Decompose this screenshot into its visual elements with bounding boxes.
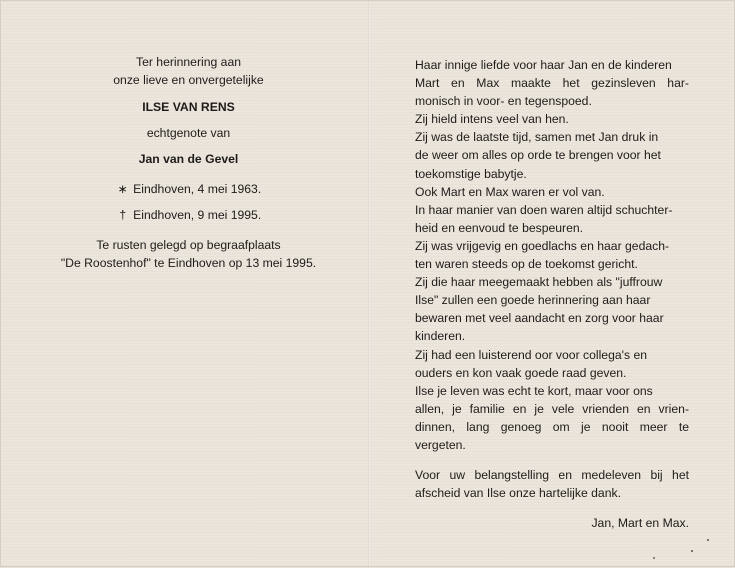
tribute-line: In haar manier van doen waren altijd schuchter- [415, 202, 673, 217]
tribute-line: heid en eenvoud te bespeuren. [415, 220, 584, 235]
tribute-line: toekomstige babytje. [415, 166, 527, 181]
card-fold [368, 1, 370, 568]
thanks-text [415, 466, 689, 502]
paper-speck [707, 539, 709, 541]
spouse-label: echtgenote van [146, 126, 231, 140]
burial-line-1: Te rusten gelegd op begraafplaats [96, 238, 281, 252]
tribute-line: vergeten. [415, 437, 466, 452]
tribute-line: Haar innige liefde voor haar Jan en de kinderen [415, 58, 672, 72]
thanks-line-1: Voor uw belangstelling en medeleven bij het [415, 468, 689, 482]
tribute-line: Ook Mart en Max waren er vol van. [415, 184, 605, 199]
tribute-text [415, 56, 689, 454]
tribute-line: kinderen. [415, 329, 466, 344]
tribute-line: ten waren steeds op de toekomst gericht. [415, 257, 638, 272]
tribute-line: Zij was de laatste tijd, samen met Jan druk in [415, 130, 659, 145]
tribute-line: Zij was vrijgevig en goedlachs en haar gedach- [415, 238, 670, 253]
death-line [31, 206, 346, 224]
death-cross-icon: † [119, 208, 127, 222]
birth-line [31, 180, 346, 198]
tribute-line: bewaren met veel aandacht en zorg voor haar [415, 311, 664, 326]
tribute-line: de weer om alles op orde te brengen voor het [415, 148, 661, 163]
left-panel [31, 53, 346, 272]
tribute-line: monisch in voor- en tegenspoed. [415, 94, 592, 109]
tribute-line: Zij had een luisterend oor voor collega's en [415, 347, 647, 362]
tribute-line: Zij die haar meegemaakt hebben als "juffrouw [415, 275, 663, 290]
tribute-line: Zij hield intens veel van hen. [415, 112, 569, 127]
paper-speck [653, 557, 655, 559]
tribute-line: ouders en kon vaak goede raad geven. [415, 365, 627, 380]
spouse-name: Jan van de Gevel [138, 152, 239, 166]
death-date: Eindhoven, 9 mei 1995. [133, 208, 262, 222]
intro-line-2: onze lieve en onvergetelijke [113, 73, 264, 87]
signoff: Jan, Mart en Max. [591, 516, 689, 530]
tribute-line: allen, je familie en je vele vrienden en vrien- [415, 401, 689, 416]
intro-line-1: Ter herinnering aan [135, 55, 241, 69]
paper-speck [691, 550, 693, 552]
burial-line-2: "De Roostenhof" te Eindhoven op 13 mei 1995. [60, 256, 317, 270]
tribute-line: dinnen, lang genoeg om je nooit meer te [415, 419, 689, 434]
tribute-line: Ilse je leven was echt te kort, maar voor ons [415, 383, 653, 398]
birth-star-icon: ∗ [117, 182, 128, 196]
tribute-line: Mart en Max maakte het gezinsleven har- [415, 76, 689, 91]
thanks-line-2: afscheid van Ilse onze hartelijke dank. [415, 486, 621, 501]
deceased-name: ILSE VAN RENS [142, 100, 235, 114]
birth-date: Eindhoven, 4 mei 1963. [133, 182, 262, 196]
tribute-line: Ilse" zullen een goede herinnering aan haar [415, 293, 651, 308]
